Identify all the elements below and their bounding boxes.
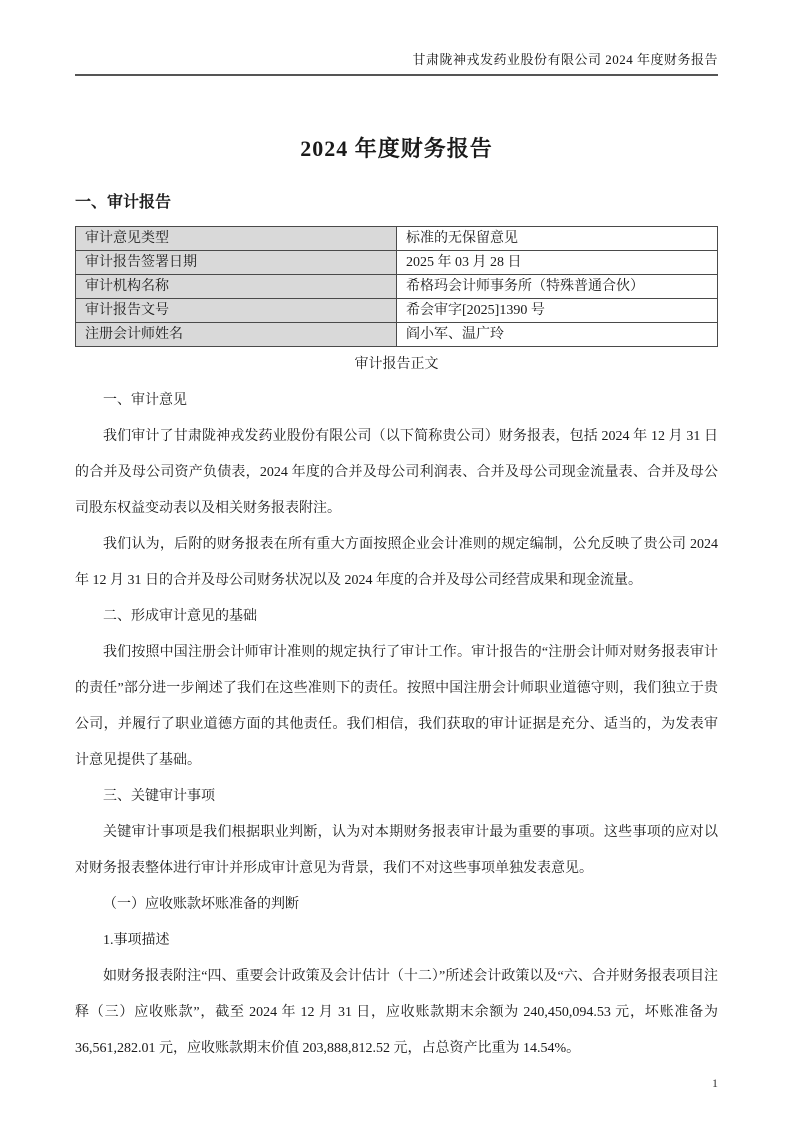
body-heading-opinion-basis: 二、形成审计意见的基础 <box>103 609 257 624</box>
table-row <box>76 251 718 275</box>
table-label-cell: 注册会计师姓名 <box>76 323 397 347</box>
body-heading-key-audit-matters: 三、关键审计事项 <box>103 789 215 804</box>
table-label-cell: 审计报告签署日期 <box>76 251 397 275</box>
document-title: 2024 年度财务报告 <box>300 136 493 161</box>
table-value-cell: 希会审字[2025]1390 号 <box>397 299 718 323</box>
table-row <box>76 275 718 299</box>
table-value-cell: 2025 年 03 月 28 日 <box>397 251 718 275</box>
body-subheading-bad-debt: （一）应收账款坏账准备的判断 <box>103 897 299 912</box>
table-value-cell: 标准的无保留意见 <box>397 227 718 251</box>
header-divider <box>75 74 718 76</box>
body-paragraph: 我们认为，后附的财务报表在所有重大方面按照企业会计准则的规定编制，公允反映了贵公司 2024 年 12 月 31 日的合并及母公司财务状况以及 2024 年度的合并及母公司经营成果和现金流量。 <box>75 537 718 588</box>
body-paragraph: 关键审计事项是我们根据职业判断，认为对本期财务报表审计最为重要的事项。这些事项的应对以对财务报表整体进行审计并形成审计意见为背景，我们不对这些事项单独发表意见。 <box>75 825 718 876</box>
body-paragraph: 我们审计了甘肃陇神戎发药业股份有限公司（以下简称贵公司）财务报表，包括 2024 年 12 月 31 日的合并及母公司资产负债表，2024 年度的合并及母公司利润表、合并及母公司现金流量表、合并及母公司股东权益变动表以及相关财务报表附注。 <box>75 429 718 516</box>
body-subheading-item-description: 1.事项描述 <box>103 933 170 948</box>
page-number: 1 <box>712 1076 718 1090</box>
body-paragraph: 如财务报表附注“四、重要会计政策及会计估计（十二）”所述会计政策以及“六、合并财务报表项目注释（三）应收账款”，截至 2024 年 12 月 31 日，应收账款期末余额为 240,450,094.53 元，坏账准备为 36,561,282.01 元，应收账款期末价值 203,888,812.52 元，占总资产比重为 14.54%。 <box>75 969 718 1056</box>
table-row <box>76 323 718 347</box>
section-heading-audit-report: 一、审计报告 <box>75 194 172 211</box>
body-heading-audit-opinion: 一、审计意见 <box>103 393 187 408</box>
table-label-cell: 审计意见类型 <box>76 227 397 251</box>
table-value-cell: 希格玛会计师事务所（特殊普通合伙） <box>397 275 718 299</box>
body-paragraph: 我们按照中国注册会计师审计准则的规定执行了审计工作。审计报告的“注册会计师对财务报表审计的责任”部分进一步阐述了我们在这些准则下的责任。按照中国注册会计师职业道德守则，我们独立于贵公司，并履行了职业道德方面的其他责任。我们相信，我们获取的审计证据是充分、适当的，为发表审计意见提供了基础。 <box>75 645 718 768</box>
table-row <box>76 227 718 251</box>
table-label-cell: 审计机构名称 <box>76 275 397 299</box>
table-row <box>76 299 718 323</box>
table-label-cell: 审计报告文号 <box>76 299 397 323</box>
header-company-line: 甘肃陇神戎发药业股份有限公司 2024 年度财务报告 <box>412 52 718 67</box>
body-title: 审计报告正文 <box>354 357 439 372</box>
table-value-cell: 阎小军、温广玲 <box>397 323 718 347</box>
audit-summary-table <box>75 226 718 347</box>
